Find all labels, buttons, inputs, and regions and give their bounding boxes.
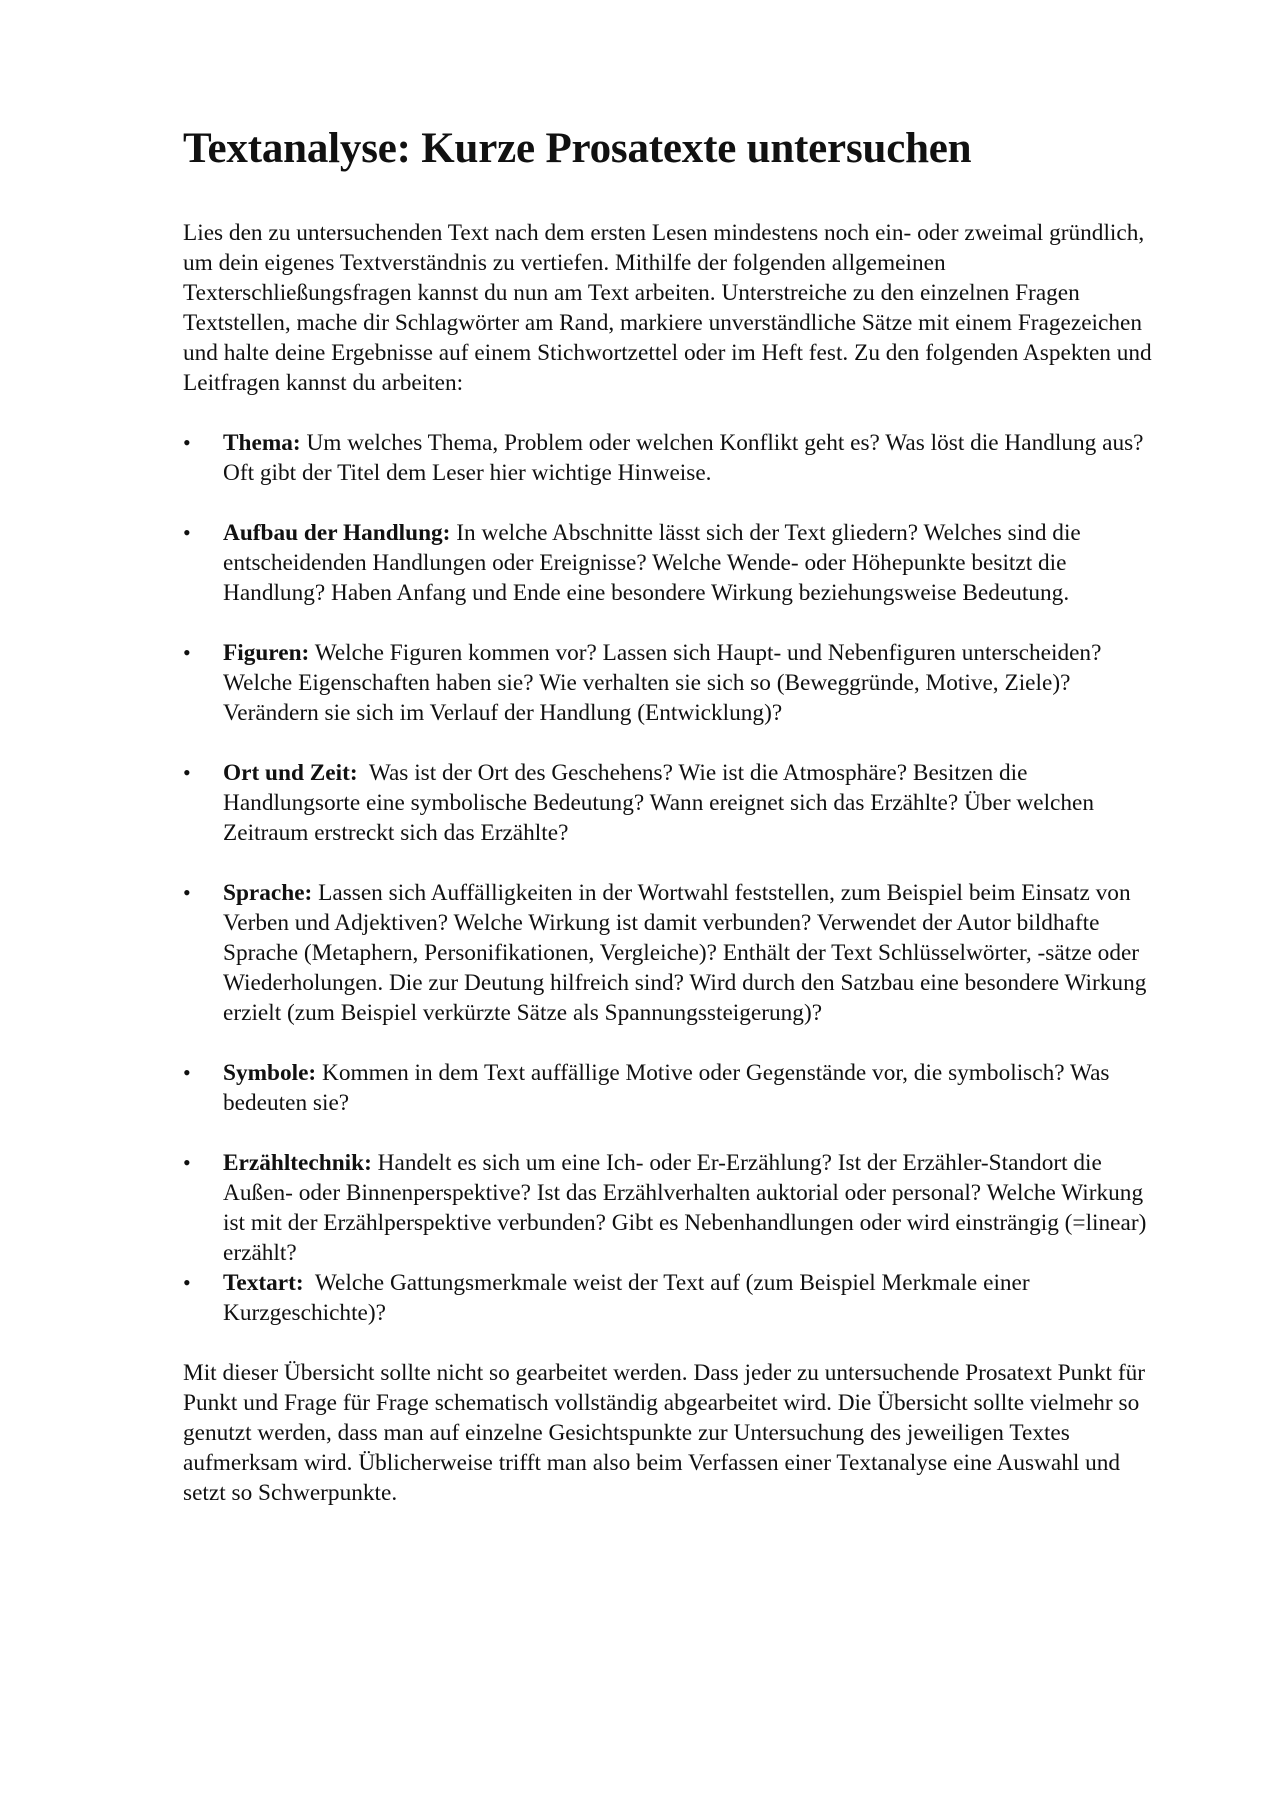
aspect-label: Symbole: [223,1060,317,1086]
bullet-icon: • [183,1150,191,1175]
aspect-text: Handelt es sich um eine Ich- oder Er-Erzählung? Ist der Erzähler-Standort die Außen- oder Binnenperspektive? Ist das Erzählverhalten auktorial oder personal? Welche Wirkung ist mit der Erzählperspektive verbunden? Gibt es Nebenhandlungen oder wird einsträngig (=linear) erzählt? [223,1150,1147,1266]
aspect-text: Was ist der Ort des Geschehens? Wie ist die Atmosphäre? Besitzen die Handlungsorte eine symbolische Bedeutung? Wann ereignet sich das Erzählte? Über welchen Zeitraum erstreckt sich das Erzählte? [223,760,1100,846]
document-content [183,118,1168,1508]
aspect-text: Welche Gattungsmerkmale weist der Text auf (zum Beispiel Merkmale einer Kurzgeschichte)? [223,1270,1036,1326]
aspect-list [183,428,1168,1328]
intro-paragraph: Lies den zu untersuchenden Text nach dem ersten Lesen mindestens noch ein- oder zweimal gründlich, um dein eigenes Textverständnis zu vertiefen. Mithilfe der folgenden allgemeinen Texterschließungsfragen kannst du nun am Text arbeiten. Unterstreiche zu den einzelnen Fragen Textstellen, mache dir Schlagwörter am Rand, markiere unverständliche Sätze mit einem Fragezeichen und halte deine Ergebnisse auf einem Stichwortzettel oder im Heft fest. Zu den folgenden Aspekten und Leitfragen kannst du arbeiten: [183,220,1152,396]
aspect-item-aufbau [183,518,1168,608]
bullet-icon: • [183,430,191,455]
bullet-icon: • [183,520,191,545]
bullet-icon: • [183,880,191,905]
aspect-item-figuren [183,638,1168,728]
bullet-icon: • [183,1270,191,1295]
aspect-label: Erzähltechnik: [223,1150,372,1176]
aspect-label: Textart: [223,1270,304,1296]
bullet-icon: • [183,760,191,785]
aspect-label: Ort und Zeit: [223,760,358,786]
aspect-text: Kommen in dem Text auffällige Motive oder Gegenstände vor, die symbolisch? Was bedeuten sie? [223,1060,1110,1116]
closing-paragraph: Mit dieser Übersicht sollte nicht so gearbeitet werden. Dass jeder zu untersuchende Prosatext Punkt für Punkt und Frage für Frage schematisch vollständig abgearbeitet wird. Die Übersicht sollte vielmehr so genutzt werden, dass man auf einzelne Gesichtspunkte zur Untersuchung des jeweiligen Textes aufmerksam wird. Üblicherweise trifft man also beim Verfassen einer Textanalyse eine Auswahl und setzt so Schwerpunkte. [183,1360,1146,1506]
aspect-item-symbole [183,1058,1168,1118]
bullet-icon: • [183,640,191,665]
aspect-text: Um welches Thema, Problem oder welchen Konflikt geht es? Was löst die Handlung aus? Oft gibt der Titel dem Leser hier wichtige Hinweise. [223,430,1144,486]
page-title: Textanalyse: Kurze Prosatexte untersuchen [183,125,972,172]
aspect-label: Sprache: [223,880,313,906]
aspect-item-erzaehltechnik [183,1148,1168,1268]
bullet-icon: • [183,1060,191,1085]
aspect-item-textart [183,1268,1168,1328]
aspect-text: Lassen sich Auffälligkeiten in der Wortwahl feststellen, zum Beispiel beim Einsatz von Verben und Adjektiven? Welche Wirkung ist damit verbunden? Verwendet der Autor bildhafte Sprache (Metaphern, Personifikationen, Vergleiche)? Enthält der Text Schlüsselwörter, -sätze oder Wiederholungen. Die zur Deutung hilfreich sind? Wird durch den Satzbau eine besondere Wirkung erzielt (zum Beispiel verkürzte Sätze als Spannungssteigerung)? [223,880,1147,1026]
aspect-item-thema [183,428,1168,488]
aspect-item-ort-zeit [183,758,1168,848]
aspect-text: Welche Figuren kommen vor? Lassen sich Haupt- und Nebenfiguren unterscheiden? Welche Eigenschaften haben sie? Wie verhalten sie sich so (Beweggründe, Motive, Ziele)? Verändern sie sich im Verlauf der Handlung (Entwicklung)? [223,640,1102,726]
aspect-label: Thema: [223,430,301,456]
aspect-label: Figuren: [223,640,310,666]
aspect-text: In welche Abschnitte lässt sich der Text gliedern? Welches sind die entscheidenden Handlungen oder Ereignisse? Welche Wende- oder Höhepunkte besitzt die Handlung? Haben Anfang und Ende eine besondere Wirkung beziehungsweise Bedeutung. [223,520,1081,606]
aspect-item-sprache [183,878,1168,1028]
aspect-label: Aufbau der Handlung: [223,520,451,546]
